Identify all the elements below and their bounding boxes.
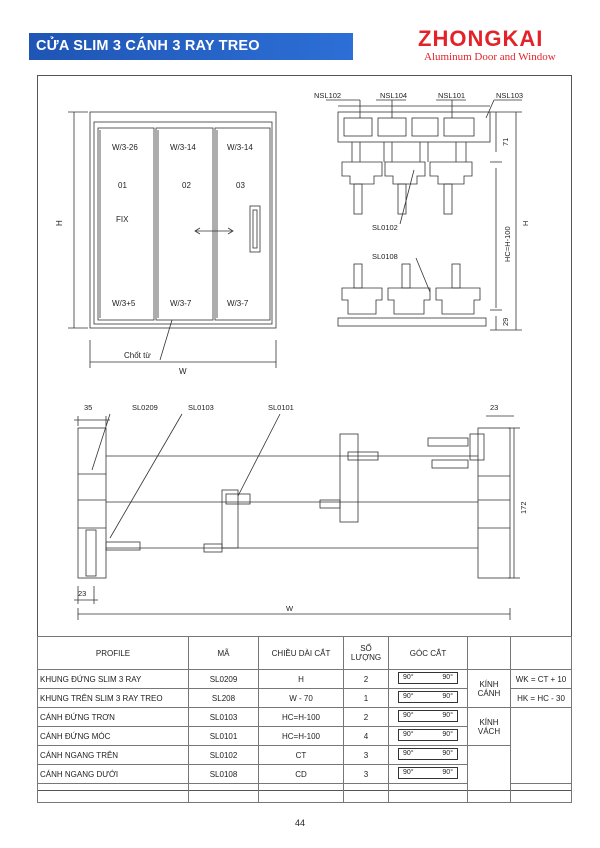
panel-3-number: 03 — [236, 181, 245, 190]
dim-w: W — [286, 604, 294, 613]
panel-3-bottom-dim: W/3-7 — [227, 299, 249, 308]
cell-profile: CÁNH ĐỨNG MÓC — [38, 727, 189, 746]
cell-goc — [389, 727, 468, 746]
cell-ma: SL0101 — [189, 727, 259, 746]
empty-cell — [389, 784, 468, 803]
dim-35: 35 — [84, 403, 93, 412]
dim-23-bottom: 23 — [78, 589, 87, 598]
label-sl0103: SL0103 — [188, 403, 214, 412]
panel-2-bottom-dim: W/3-7 — [170, 299, 192, 308]
panel-1-number: 01 — [118, 181, 127, 190]
angle-box: 90° 90° — [398, 710, 458, 722]
hk-formula: HK = HC - 30 — [511, 689, 572, 708]
angle-box: 90° 90° — [398, 729, 458, 741]
cell-goc — [389, 765, 468, 784]
cell-profile: CÁNH NGANG TRÊN — [38, 746, 189, 765]
label-nsl104: NSL104 — [380, 91, 408, 100]
height-label: H — [55, 220, 64, 226]
kinh-canh-label: KÍNH CÁNH — [468, 670, 511, 708]
kinh-vach-label: KÍNH VÁCH — [468, 708, 511, 746]
cell-sl: 1 — [344, 689, 389, 708]
panel-1-bottom-dim: W/3+5 — [112, 299, 136, 308]
dim-23-top: 23 — [490, 403, 499, 412]
empty-cell — [344, 784, 389, 803]
label-nsl101: NSL101 — [438, 91, 466, 100]
vertical-section-labels — [314, 91, 530, 326]
label-sl0102: SL0102 — [372, 223, 398, 232]
label-nsl102: NSL102 — [314, 91, 342, 100]
header-empty — [468, 637, 511, 670]
cell-goc — [389, 670, 468, 689]
angle-box: 90° 90° — [398, 767, 458, 779]
cell-goc — [389, 708, 468, 727]
cutting-table — [37, 636, 572, 803]
panel-3-top-dim: W/3-14 — [227, 143, 253, 152]
empty-cell — [468, 746, 511, 803]
cell-ma: SL0103 — [189, 708, 259, 727]
label-sl0209: SL0209 — [132, 403, 158, 412]
dim-hc: HC=H-100 — [503, 226, 512, 262]
fix-label: FIX — [116, 215, 129, 224]
cell-ma: SL0108 — [189, 765, 259, 784]
dim-h: H — [521, 220, 530, 226]
label-sl0108: SL0108 — [372, 252, 398, 261]
cell-profile: KHUNG TRÊN SLIM 3 RAY TREO — [38, 689, 189, 708]
cell-goc — [389, 746, 468, 765]
empty-cell — [511, 784, 572, 803]
page-title: CỬA SLIM 3 CÁNH 3 RAY TREO — [36, 38, 260, 54]
cell-sl: 2 — [344, 708, 389, 727]
cell-dai: CT — [259, 746, 344, 765]
cell-dai: HC=H-100 — [259, 708, 344, 727]
cell-dai: W - 70 — [259, 689, 344, 708]
panel-2-number: 02 — [182, 181, 191, 190]
page-number: 44 — [294, 818, 305, 828]
empty-cell — [511, 708, 572, 784]
header-ma: MÃ — [189, 637, 259, 670]
angle-box: 90° 90° — [398, 672, 458, 684]
table-row — [38, 708, 572, 727]
empty-cell — [38, 784, 189, 803]
wk-formula: WK = CT + 10 — [511, 670, 572, 689]
cell-sl: 3 — [344, 765, 389, 784]
cell-goc — [389, 689, 468, 708]
panel-2-top-dim: W/3-14 — [170, 143, 196, 152]
brand-logo: ZHONGKAI — [418, 26, 544, 51]
cell-profile: CÁNH ĐỨNG TRƠN — [38, 708, 189, 727]
cell-ma: SL208 — [189, 689, 259, 708]
header-chieu-dai: CHIỀU DÀI CẮT — [259, 637, 344, 670]
dim-172: 172 — [519, 501, 528, 514]
vertical-section — [326, 100, 522, 330]
table-row — [38, 670, 572, 689]
cell-sl: 3 — [344, 746, 389, 765]
header-empty — [511, 637, 572, 670]
cell-ma: SL0209 — [189, 670, 259, 689]
dim-29: 29 — [501, 317, 510, 326]
header-goc-cat: GÓC CẮT — [389, 637, 468, 670]
horizontal-section-labels — [78, 403, 528, 613]
cell-profile: CÁNH NGANG DƯỚI — [38, 765, 189, 784]
table-header-row — [38, 637, 572, 670]
horizontal-section — [74, 414, 520, 620]
cell-sl: 4 — [344, 727, 389, 746]
panel-1-top-dim: W/3-26 — [112, 143, 138, 152]
label-nsl103: NSL103 — [496, 91, 524, 100]
empty-cell — [259, 784, 344, 803]
label-sl0101: SL0101 — [268, 403, 294, 412]
angle-box: 90° 90° — [398, 691, 458, 703]
width-label: W — [179, 367, 187, 376]
angle-box: 90° 90° — [398, 748, 458, 760]
cell-dai: H — [259, 670, 344, 689]
brand-tagline: Aluminum Door and Window — [424, 51, 556, 63]
cell-profile: KHUNG ĐỨNG SLIM 3 RAY — [38, 670, 189, 689]
cell-sl: 2 — [344, 670, 389, 689]
cell-dai: HC=H-100 — [259, 727, 344, 746]
cell-dai: CD — [259, 765, 344, 784]
empty-cell — [189, 784, 259, 803]
cell-ma: SL0102 — [189, 746, 259, 765]
dim-71: 71 — [501, 137, 510, 146]
header-so-luong: SỐ LƯỢNG — [344, 637, 389, 670]
header-profile: PROFILE — [38, 637, 189, 670]
chot-tu-label: Chốt từ — [124, 351, 151, 360]
table-row — [38, 746, 572, 765]
